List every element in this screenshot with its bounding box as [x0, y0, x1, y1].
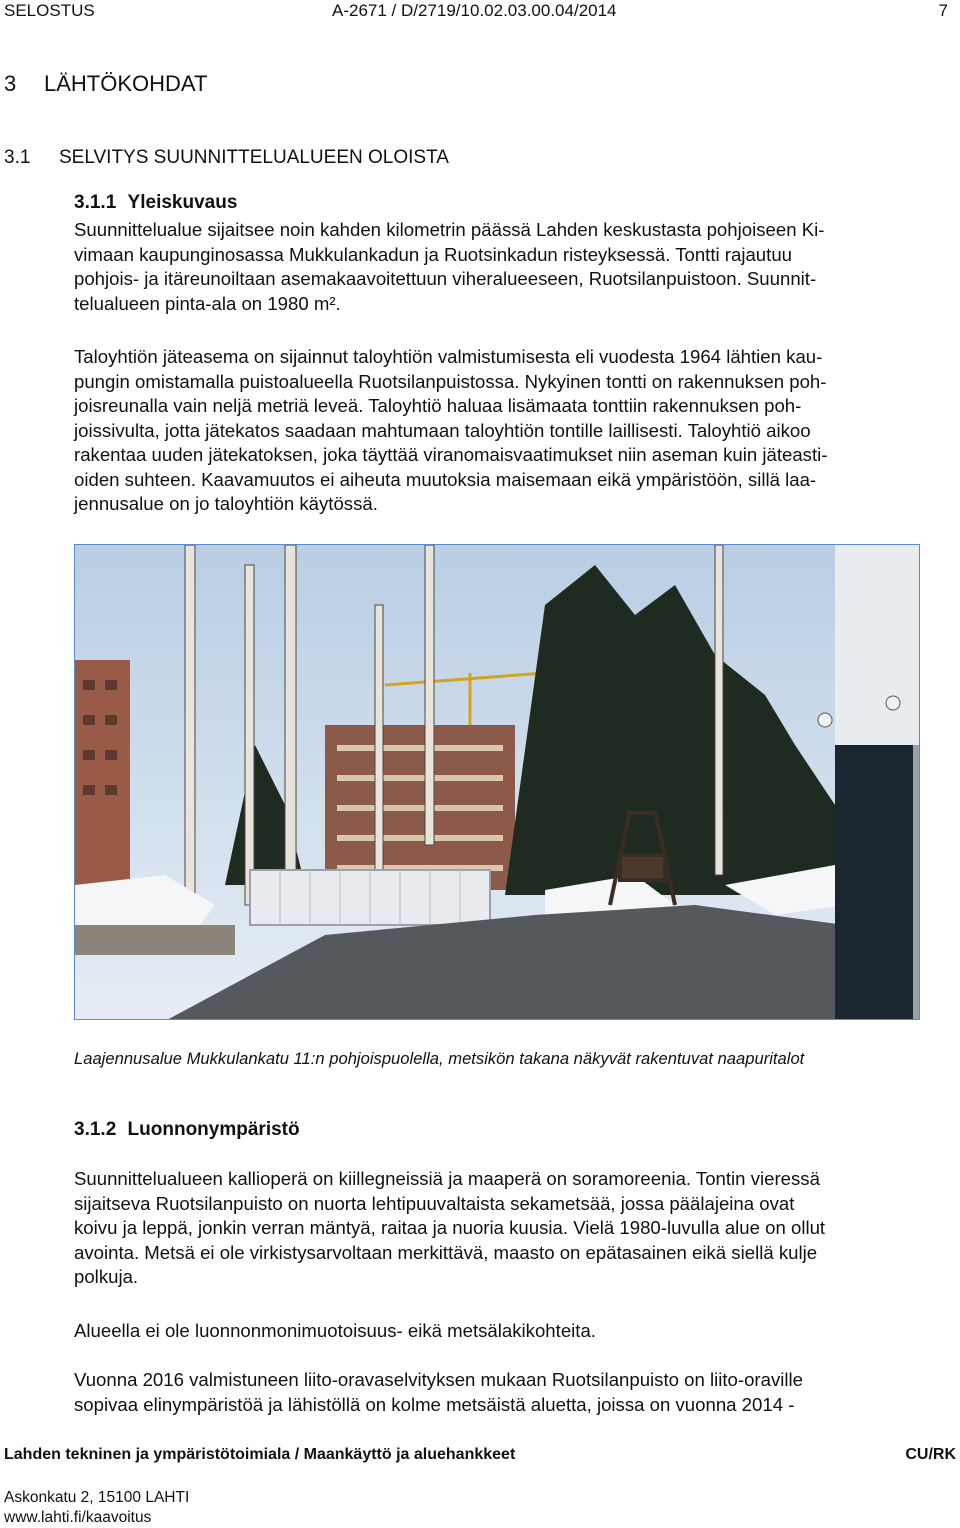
doc-id: A-2671 / D/2719/10.02.03.00.04/2014 — [332, 1, 617, 20]
paragraph-line: telualueen pinta-ala on 1980 m². — [74, 292, 341, 314]
paragraph-line: Vuonna 2016 valmistuneen liito-oravaselvityksen mukaan Ruotsilanpuisto on liito-oraville — [74, 1369, 803, 1390]
paragraph-waste-station — [74, 345, 954, 517]
paragraph-line: koivu ja leppä, jonkin verran mäntyä, raitaa ja nuoria kuusia. Vielä 1980-luvulla alue on ollut — [74, 1217, 826, 1238]
site-photo — [74, 544, 920, 1020]
subsub1-title: Yleiskuvaus — [127, 192, 238, 213]
paragraph-overview — [74, 218, 954, 316]
paragraph-line: pohjois- ja itäreunoiltaan asemakaavoitettuun viheralueeseen, Ruotsilanpuistoon. Suunnit- — [74, 268, 817, 289]
paragraph-line: sopivaa elinympäristöä ja lähistöllä on kolme metsäistä aluetta, joissa on vuonna 2014 - — [74, 1393, 795, 1415]
center-building — [325, 725, 515, 890]
page-number: 7 — [938, 1, 948, 20]
paragraph-line: Suunnittelualueen kallioperä on kiillegneissiä ja maaperä on soramoreenia. Tontin vieressä — [74, 1168, 820, 1189]
paragraph-line: oiden suhteen. Kaavamuutos ei aiheuta muutoksia maisemaan eikä ympäristöön, sillä laa- — [74, 468, 817, 490]
footer-initials: CU/RK — [905, 1446, 956, 1463]
paragraph-line: Alueella ei ole luonnonmonimuotoisuus- eikä metsälakikohteita. — [74, 1320, 596, 1341]
subsection-title: SELVITYS SUUNNITTELUALUEEN OLOISTA — [59, 147, 449, 168]
section-title: LÄHTÖKOHDAT — [44, 71, 208, 96]
paragraph-line: vimaan kaupunginosassa Mukkulankadun ja Ruotsinkadun risteyksessä. Tontti rajautuu — [74, 243, 793, 265]
subsub2-title: Luonnonympäristö — [127, 1119, 300, 1140]
paragraph-line: jennusalue on jo taloyhtiön käytössä. — [74, 493, 378, 514]
stone-wall — [75, 925, 235, 955]
paragraph-line: polkuja. — [74, 1266, 139, 1287]
subsection-number: 3.1 — [4, 147, 31, 168]
subsection-heading — [4, 146, 449, 170]
section-number: 3 — [4, 71, 17, 96]
left-building — [75, 660, 130, 890]
paragraph-biodiversity — [74, 1319, 954, 1344]
subsubsection-heading-1 — [74, 191, 237, 215]
paragraph-flying-squirrel — [74, 1368, 954, 1417]
paragraph-line: pungin omistamalla puistoalueella Ruotsilanpuistossa. Nykyinen tontti on rakennuksen poh- — [74, 370, 827, 392]
paragraph-line: sijaitseva Ruotsilanpuisto on nuorta lehtipuuvaltaista sekametsää, jossa päälajeina ovat — [74, 1192, 795, 1214]
waste-container — [250, 870, 490, 925]
paragraph-line: rakentaa uuden jätekatoksen, joka täyttää viranomaisvaatimukset niin aseman kuin jäteasti- — [74, 444, 828, 465]
footer-organization: Lahden tekninen ja ympäristötoimiala / Maankäyttö ja aluehankkeet — [4, 1446, 516, 1463]
paragraph-nature — [74, 1167, 954, 1290]
footer-address: Askonkatu 2, 15100 LAHTI — [4, 1489, 190, 1506]
paragraph-line: avointa. Metsä ei ole virkistysarvoltaan merkittävä, maasto on epätasainen eikä siellä kulje — [74, 1241, 818, 1263]
subsub1-number: 3.1.1 — [74, 192, 117, 213]
subsub2-number: 3.1.2 — [74, 1119, 117, 1140]
paragraph-line: joisreunalla vain neljä metriä leveä. Taloyhtiö haluaa lisämaata tonttiin rakennuksen poh- — [74, 395, 802, 416]
subsubsection-heading-2 — [74, 1118, 300, 1142]
paragraph-line: Taloyhtiön jäteasema on sijainnut taloyhtiön valmistumisesta eli vuodesta 1964 lähtien kau- — [74, 346, 823, 367]
photo-caption: Laajennusalue Mukkulankatu 11:n pohjoispuolella, metsikön takana näkyvät rakentuvat naapuritalot — [74, 1049, 805, 1068]
paragraph-line: joissivulta, jotta jätekatos saadaan mahtumaan taloyhtiön tontille laillisesti. Taloyhtiö aikoo — [74, 419, 811, 441]
site-photo-illustration — [75, 545, 920, 1020]
section-heading — [4, 70, 207, 98]
footer-website[interactable]: www.lahti.fi/kaavoitus — [4, 1509, 152, 1526]
paragraph-line: Suunnittelualue sijaitsee noin kahden kilometrin päässä Lahden keskustasta pohjoiseen Ki- — [74, 219, 825, 240]
doc-type: SELOSTUS — [4, 1, 95, 20]
